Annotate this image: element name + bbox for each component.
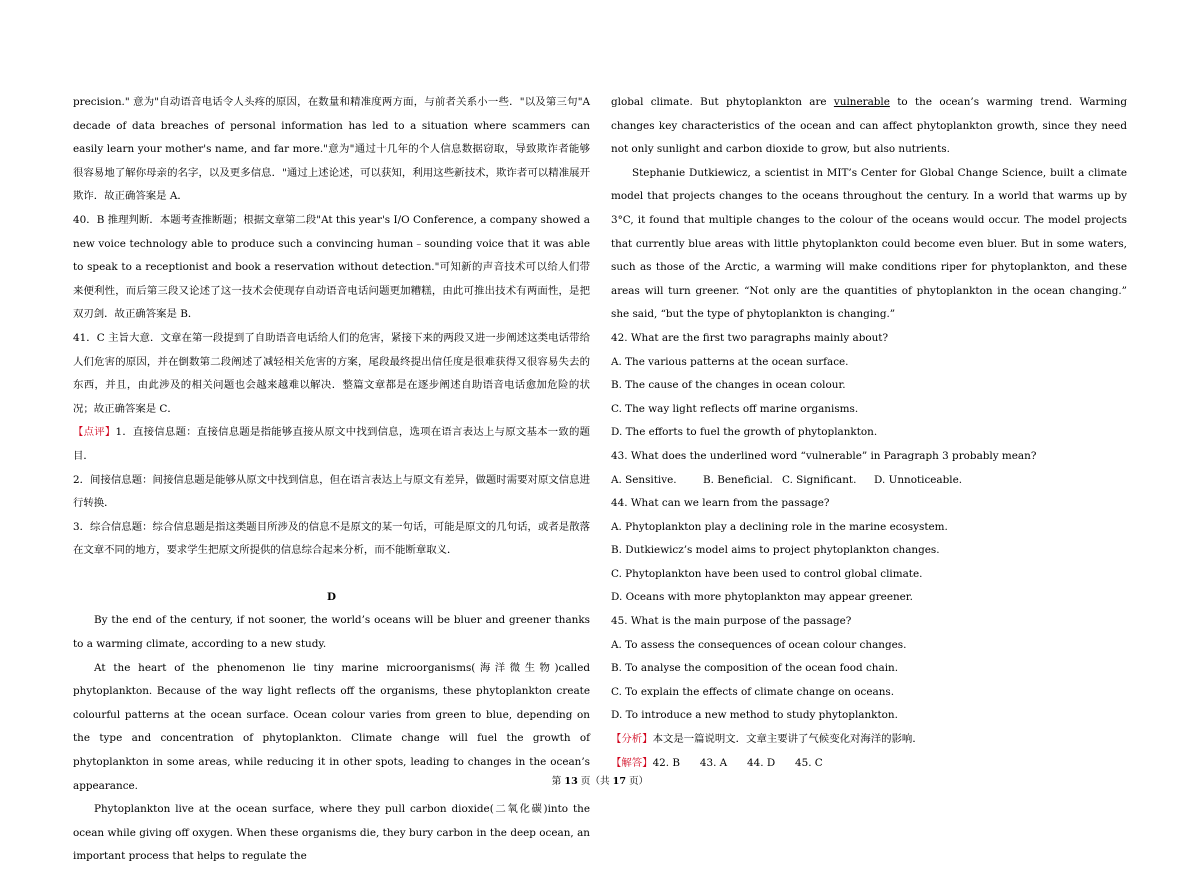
option-45d: D. To introduce a new method to study phytoplankton.	[611, 709, 898, 722]
question-44: 44. What can we learn from the passage?	[611, 497, 830, 510]
passage-d-paragraph-1: By the end of the century, if not sooner, the world’s oceans will be bluer and greener thanks to a warming climate, according to a new study.	[73, 614, 590, 651]
option-44a: A. Phytoplankton play a declining role in the marine ecosystem.	[611, 520, 948, 533]
footer-prefix: 第	[551, 776, 565, 787]
question-45: 45. What is the main purpose of the passage?	[611, 615, 852, 628]
comment-2: 2．间接信息题：间接信息题是能够从原文中找到信息，但在语言表达上与原文有差异，做题时需要对原文信息进行转换．	[73, 473, 590, 510]
passage-d-paragraph-4: Stephanie Dutkiewicz, a scientist in MIT’s Center for Global Change Science, built a climate model that projects changes to the oceans throughout the century. In a world that warms up by 3°C, it found that multiple changes to the colour of the oceans would occur. The model projects that currently blue areas with little phytoplankton could become even bluer. But in some waters, such as those of the Arctic, a warming will make conditions riper for phytoplankton, and these areas will turn greener. “Not only are the quantities of phytoplankton in the ocean changing.” she said, “but the type of phytoplankton is changing.”	[611, 166, 1127, 321]
analysis-text: 本文是一篇说明文．文章主要讲了气候变化对海洋的影响．	[652, 733, 923, 746]
option-44b: B. Dutkiewicz’s model aims to project phytoplankton changes.	[611, 544, 940, 557]
option-44d: D. Oceans with more phytoplankton may appear greener.	[611, 591, 913, 604]
page-total: 17	[612, 776, 626, 787]
left-column	[73, 91, 590, 869]
question-42: 42. What are the first two paragraphs mainly about?	[611, 331, 889, 344]
option-45a: A. To assess the consequences of ocean colour changes.	[611, 638, 907, 651]
option-45b: B. To analyse the composition of the ocean food chain.	[611, 662, 899, 675]
passage-d-paragraph-3: Phytoplankton live at the ocean surface, where they pull carbon dioxide(二氧化碳)into the ocean while giving off oxygen. When these organisms die, they bury carbon in the deep ocean, an important process that helps to regulate the	[73, 803, 590, 863]
passage-d-paragraph-3-cont	[611, 91, 1127, 162]
comment-tag: 【点评】	[73, 426, 116, 439]
comment-1	[73, 421, 590, 468]
paragraph-precision: precision." 意为"自动语音电话令人头疼的原因，在数量和精准度两方面，与前者关系小一些．"以及第三句"A decade of data breaches of personal information has led to a situation where scammers can easily learn your mother's name, and far more."意为"通过十几年的个人信息数据窃取，导致欺诈者能够很容易地了解你母亲的名字，以及更多信息．"通过上述论述，可以获知，利用这些新技术，欺诈者可以精准展开欺诈．故正确答案是 A．	[73, 96, 590, 203]
comment-3: 3．综合信息题：综合信息题是指这类题目所涉及的信息不是原文的某一句话，可能是原文的几句话，或者是散落在文章不同的地方，要求学生把原文所提供的信息综合起来分析，而不能断章取义．	[73, 520, 590, 557]
comment-1-text: 1．直接信息题：直接信息题是指能够直接从原文中找到信息，选项在语言表达上与原文基本一致的题目．	[73, 426, 591, 462]
answer-41: 41．C 主旨大意．文章在第一段提到了自助语音电话给人们的危害，紧接下来的两段又进一步阐述这类电话带给人们危害的原因，并在倒数第二段阐述了减轻相关危害的方案，尾段最终提出信任度是很难获得又很容易失去的东西，并且，由此涉及的相关问题也会越来越难以解决．整篇文章都是在逐步阐述自助语音电话愈加危险的状况；故正确答案是 C．	[73, 331, 590, 415]
option-42d: D. The efforts to fuel the growth of phytoplankton.	[611, 426, 878, 439]
passage-d-paragraph-2: At the heart of the phenomenon lie tiny marine microorganisms(海洋微生物)called phytoplankton. Because of the way light reflects off the organisms, these phytoplankton create colourful patterns at the ocean surface. Ocean colour varies from green to blue, depending on the type and concentration of phytoplankton. Climate change will fuel the growth of phytoplankton in some areas, while reducing it in other spots, leading to changes in the ocean’s appearance.	[73, 661, 590, 792]
option-43a: A. Sensitive.	[611, 473, 677, 486]
option-45c: C. To explain the effects of climate change on oceans.	[611, 685, 895, 698]
question-43: 43. What does the underlined word “vulnerable” in Paragraph 3 probably mean?	[611, 449, 1037, 462]
footer-middle: 页（共	[577, 776, 613, 787]
option-43b: B. Beneficial.	[703, 473, 773, 486]
footer-suffix: 页）	[626, 776, 649, 787]
option-44c: C. Phytoplankton have been used to control global climate.	[611, 567, 923, 580]
solution	[611, 752, 1127, 776]
option-42a: A. The various patterns at the ocean surface.	[611, 355, 849, 368]
page-number: 13	[564, 776, 578, 787]
underlined-word: vulnerable	[833, 96, 890, 108]
text-run: to the ocean’s warming trend. Warming changes key characteristics of the ocean and can affect phytoplankton growth, since they need not only sunlight and carbon dioxide to grow, but also nutrients.	[611, 96, 1127, 156]
text-run: global climate. But phytoplankton are	[611, 96, 834, 108]
page-footer	[0, 773, 1200, 787]
section-heading: D	[326, 590, 336, 603]
option-43d: D. Unnoticeable.	[874, 473, 963, 486]
answer-40: 40．B 推理判断．本题考查推断题；根据文章第二段"At this year's I/O Conference, a company showed a new voice technology able to produce such a convincing human﹣sounding voice that it was able to speak to a receptionist and book a reservation without detection."可知新的声音技术可以给人们带来便利性，而后第三段又论述了这一技术会使现存自动语音电话问题更加糟糕，由此可推出技术有两面性，是把双刃剑．故正确答案是 B．	[73, 213, 590, 321]
option-42c: C. The way light reflects off marine organisms.	[611, 402, 859, 415]
analysis	[611, 728, 1127, 752]
option-42b: B. The cause of the changes in ocean colour.	[611, 379, 846, 392]
solution-tag: 【解答】	[611, 756, 653, 769]
option-43c: C. Significant.	[782, 473, 857, 486]
right-column	[611, 91, 1127, 775]
options-43	[611, 469, 1127, 493]
analysis-tag: 【分析】	[611, 733, 653, 746]
solution-text: 42. B 43. A 44. D 45. C	[652, 756, 823, 769]
